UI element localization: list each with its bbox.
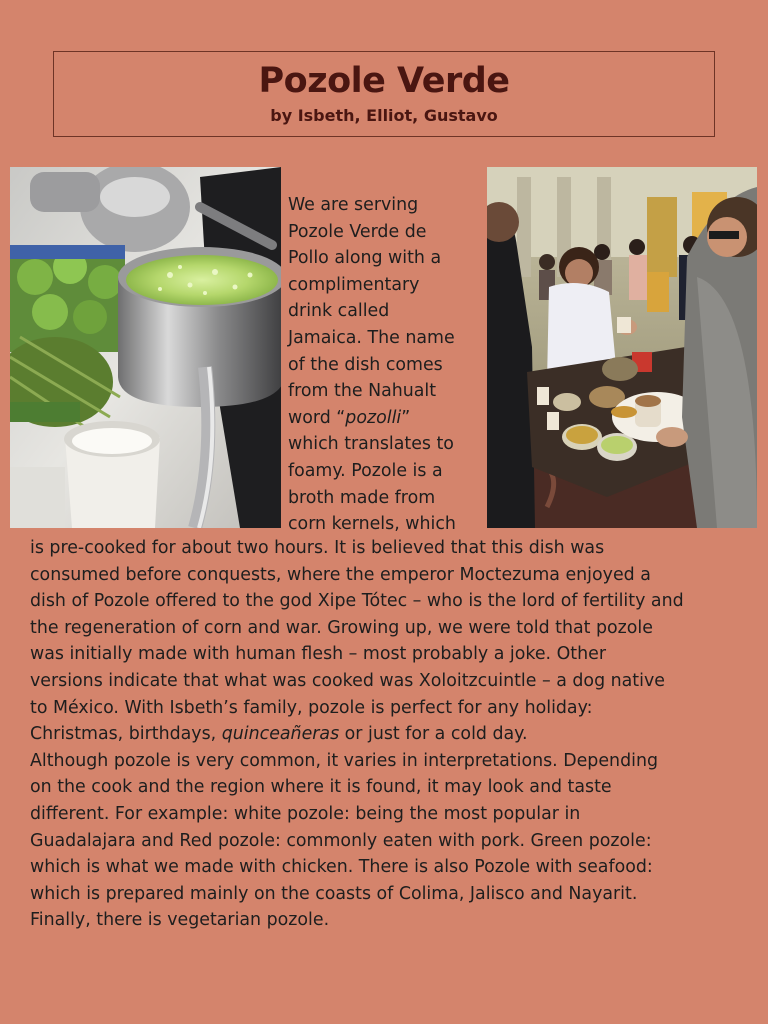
italic-term: quinceañeras	[221, 724, 340, 745]
italic-term: pozolli	[345, 407, 402, 428]
text-line	[288, 405, 480, 432]
text-line: drink called	[288, 301, 390, 322]
text-line: the regeneration of corn and war. Growing up, we were told that pozole	[30, 617, 653, 638]
text-line: Pollo along with a	[288, 248, 442, 269]
text-line: complimentary	[288, 274, 420, 295]
text-line: which is what we made with chicken. There is also Pozole with seafood:	[30, 857, 653, 878]
text-line: on the cook and the region where it is found, it may look and taste	[30, 777, 612, 798]
text-fragment: word “	[288, 407, 346, 428]
text-line: Finally, there is vegetarian pozole.	[30, 910, 330, 931]
text-line: corn kernels, which	[288, 514, 456, 535]
text-line: foamy. Pozole is a	[288, 460, 443, 481]
text-line: different. For example: white pozole: being the most popular in	[30, 803, 581, 824]
text-line: Jamaica. The name	[288, 327, 455, 348]
text-line: broth made from	[288, 487, 436, 508]
text-line: of the dish comes	[288, 354, 443, 375]
text-line: consumed before conquests, where the emperor Moctezuma enjoyed a	[30, 564, 651, 585]
text-line: dish of Pozole offered to the god Xipe Tótec – who is the lord of fertility and	[30, 591, 684, 612]
text-line: is pre-cooked for about two hours. It is believed that this dish was	[30, 538, 605, 558]
text-line: versions indicate that what was cooked was Xoloitzcuintle – a dog native	[30, 670, 665, 691]
text-line	[30, 721, 750, 748]
author-byline: by Isbeth, Elliot, Gustavo	[270, 106, 498, 125]
text-line: Although pozole is very common, it varies in interpretations. Depending	[30, 750, 658, 771]
text-line: which translates to	[288, 434, 454, 455]
text-line: We are serving	[288, 195, 419, 215]
text-line: Pozole Verde de	[288, 221, 427, 242]
text-line: was initially made with human flesh – most probably a joke. Other	[30, 644, 606, 665]
text-line: to México. With Isbeth’s family, pozole is perfect for any holiday:	[30, 697, 593, 718]
text-line: which is prepared mainly on the coasts of Colima, Jalisco and Nayarit.	[30, 883, 638, 904]
serving-line-photo	[487, 167, 757, 528]
pot-of-pozole-photo	[10, 167, 281, 528]
text-fragment: or just for a cold day.	[339, 724, 528, 745]
text-fragment: ”	[401, 407, 411, 428]
text-line: Guadalajara and Red pozole: commonly eaten with pork. Green pozole:	[30, 830, 652, 851]
page-title: Pozole Verde	[258, 61, 510, 101]
article-column-text	[288, 192, 480, 538]
title-box	[53, 51, 715, 137]
text-fragment: Christmas, birthdays,	[30, 724, 222, 745]
text-line: from the Nahualt	[288, 381, 437, 402]
article-body-text	[30, 535, 750, 934]
